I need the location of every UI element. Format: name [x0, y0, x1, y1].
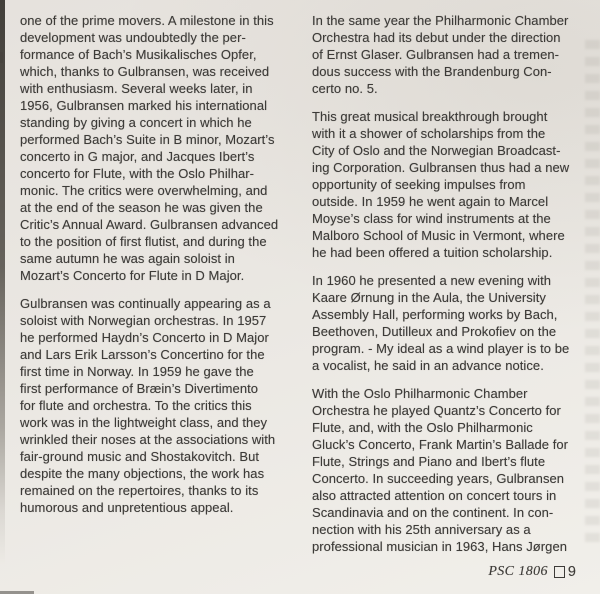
text-line: Flute, and, with the Oslo Philharmonic	[312, 420, 533, 435]
text-line: and Lars Erik Larsson’s Concertino for the	[20, 347, 265, 362]
text-line: Moyse’s class for wind instruments at the	[312, 211, 551, 226]
page-number: 9	[567, 564, 576, 580]
paragraph	[312, 272, 594, 374]
text-line: to the position of first flutist, and during the	[20, 234, 267, 249]
text-line: remained on the repertoires, thanks to its	[20, 483, 259, 498]
text-line: of Ernst Glaser. Gulbransen had a tremen-	[312, 47, 560, 62]
text-line: Malboro School of Music in Vermont, where	[312, 228, 565, 243]
text-line: development was undoubtedly the per-	[20, 30, 246, 45]
text-line: first performance of Bræin’s Divertimento	[20, 381, 259, 396]
text-line: first time in Norway. In 1959 he gave the	[20, 364, 254, 379]
text-line: concerto in G major, and Jacques Ibert’s	[20, 149, 255, 164]
text-line: soloist with Norwegian orchestras. In 1957	[20, 313, 267, 328]
text-line: City of Oslo and the Norwegian Broadcast-	[312, 143, 561, 158]
text-line: despite the many objections, the work has	[20, 466, 265, 481]
text-line: monic. The critics were overwhelming, and	[20, 183, 268, 198]
text-column-left	[20, 12, 302, 527]
paragraph	[20, 295, 302, 516]
text-line: he had been offered a tuition scholarship.	[312, 245, 553, 260]
text-line: also attracted attention on concert tours in	[312, 488, 557, 503]
page-spine-shadow	[0, 0, 5, 594]
text-line: In the same year the Philharmonic Chamber	[312, 13, 569, 28]
text-line: humorous and unpretentious appeal.	[20, 500, 234, 515]
text-line: Critic’s Annual Award. Gulbransen advanced	[20, 217, 279, 232]
paragraph	[20, 12, 302, 284]
text-line: he performed Haydn’s Concerto in D Major	[20, 330, 269, 345]
text-line: a vocalist, he said in an advance notice.	[312, 358, 544, 373]
label-box-icon	[554, 566, 565, 578]
text-line: With the Oslo Philharmonic Chamber	[312, 386, 528, 401]
text-line: Orchestra he played Quantz’s Concerto for	[312, 403, 561, 418]
text-line: In 1960 he presented a new evening with	[312, 273, 552, 288]
text-line: fair-ground music and Shostakovitch. But	[20, 449, 260, 464]
text-line: with enthusiasm. Several weeks later, in	[20, 81, 253, 96]
text-column-right	[312, 12, 594, 566]
text-line: nection with his 25th anniversary as a	[312, 522, 531, 537]
text-line: certo no. 5.	[312, 81, 378, 96]
text-line: performed Bach’s Suite in B minor, Mozart’s	[20, 132, 275, 147]
text-line: Orchestra had its debut under the direction	[312, 30, 561, 45]
text-line: which, thanks to Gulbransen, was received	[20, 64, 270, 79]
text-line: professional musician in 1963, Hans Jørgen	[312, 539, 568, 554]
text-line: for flute and orchestra. To the critics this	[20, 398, 252, 413]
text-line: one of the prime movers. A milestone in this	[20, 13, 274, 28]
paragraph	[312, 12, 594, 97]
text-line: Concerto. In succeeding years, Gulbransen	[312, 471, 565, 486]
text-line: standing by giving a concert in which he	[20, 115, 252, 130]
text-line: Gulbransen was continually appearing as a	[20, 296, 271, 311]
text-line: program. - My ideal as a wind player is to be	[312, 341, 570, 356]
text-line: ing Corporation. Gulbransen thus had a new	[312, 160, 570, 175]
text-line: formance of Bach’s Musikalisches Opfer,	[20, 47, 257, 62]
text-line: at the end of the season he was given the	[20, 200, 263, 215]
text-line: Assembly Hall, performing works by Bach,	[312, 307, 558, 322]
page-footer	[488, 563, 576, 581]
paragraph	[312, 108, 594, 261]
text-line: with it a shower of scholarships from the	[312, 126, 546, 141]
text-line: work was in the lightweight class, and they	[20, 415, 268, 430]
catalog-number: PSC 1806	[488, 564, 548, 579]
text-line: Kaare Ørnung in the Aula, the University	[312, 290, 546, 305]
text-line: Gluck’s Concerto, Frank Martin’s Ballade for	[312, 437, 569, 452]
text-line: Scandinavia and on the continent. In con-	[312, 505, 554, 520]
text-line: outside. In 1959 he went again to Marcel	[312, 194, 549, 209]
text-line: opportunity of seeking impulses from	[312, 177, 526, 192]
spine-mark	[0, 52, 3, 63]
paragraph	[312, 385, 594, 555]
text-line: same autumn he was again soloist in	[20, 251, 235, 266]
text-line: dous success with the Brandenburg Con-	[312, 64, 552, 79]
text-line: Beethoven, Dutilleux and Prokofiev on the	[312, 324, 557, 339]
text-line: This great musical breakthrough brought	[312, 109, 548, 124]
text-line: 1956, Gulbransen marked his international	[20, 98, 268, 113]
text-line: Flute, Strings and Piano and Ibert’s flute	[312, 454, 546, 469]
text-line: concerto for Flute, with the Oslo Philhar-	[20, 166, 255, 181]
text-line: wrinkled their noses at the associations with	[20, 432, 276, 447]
text-line: Mozart’s Concerto for Flute in D Major.	[20, 268, 245, 283]
